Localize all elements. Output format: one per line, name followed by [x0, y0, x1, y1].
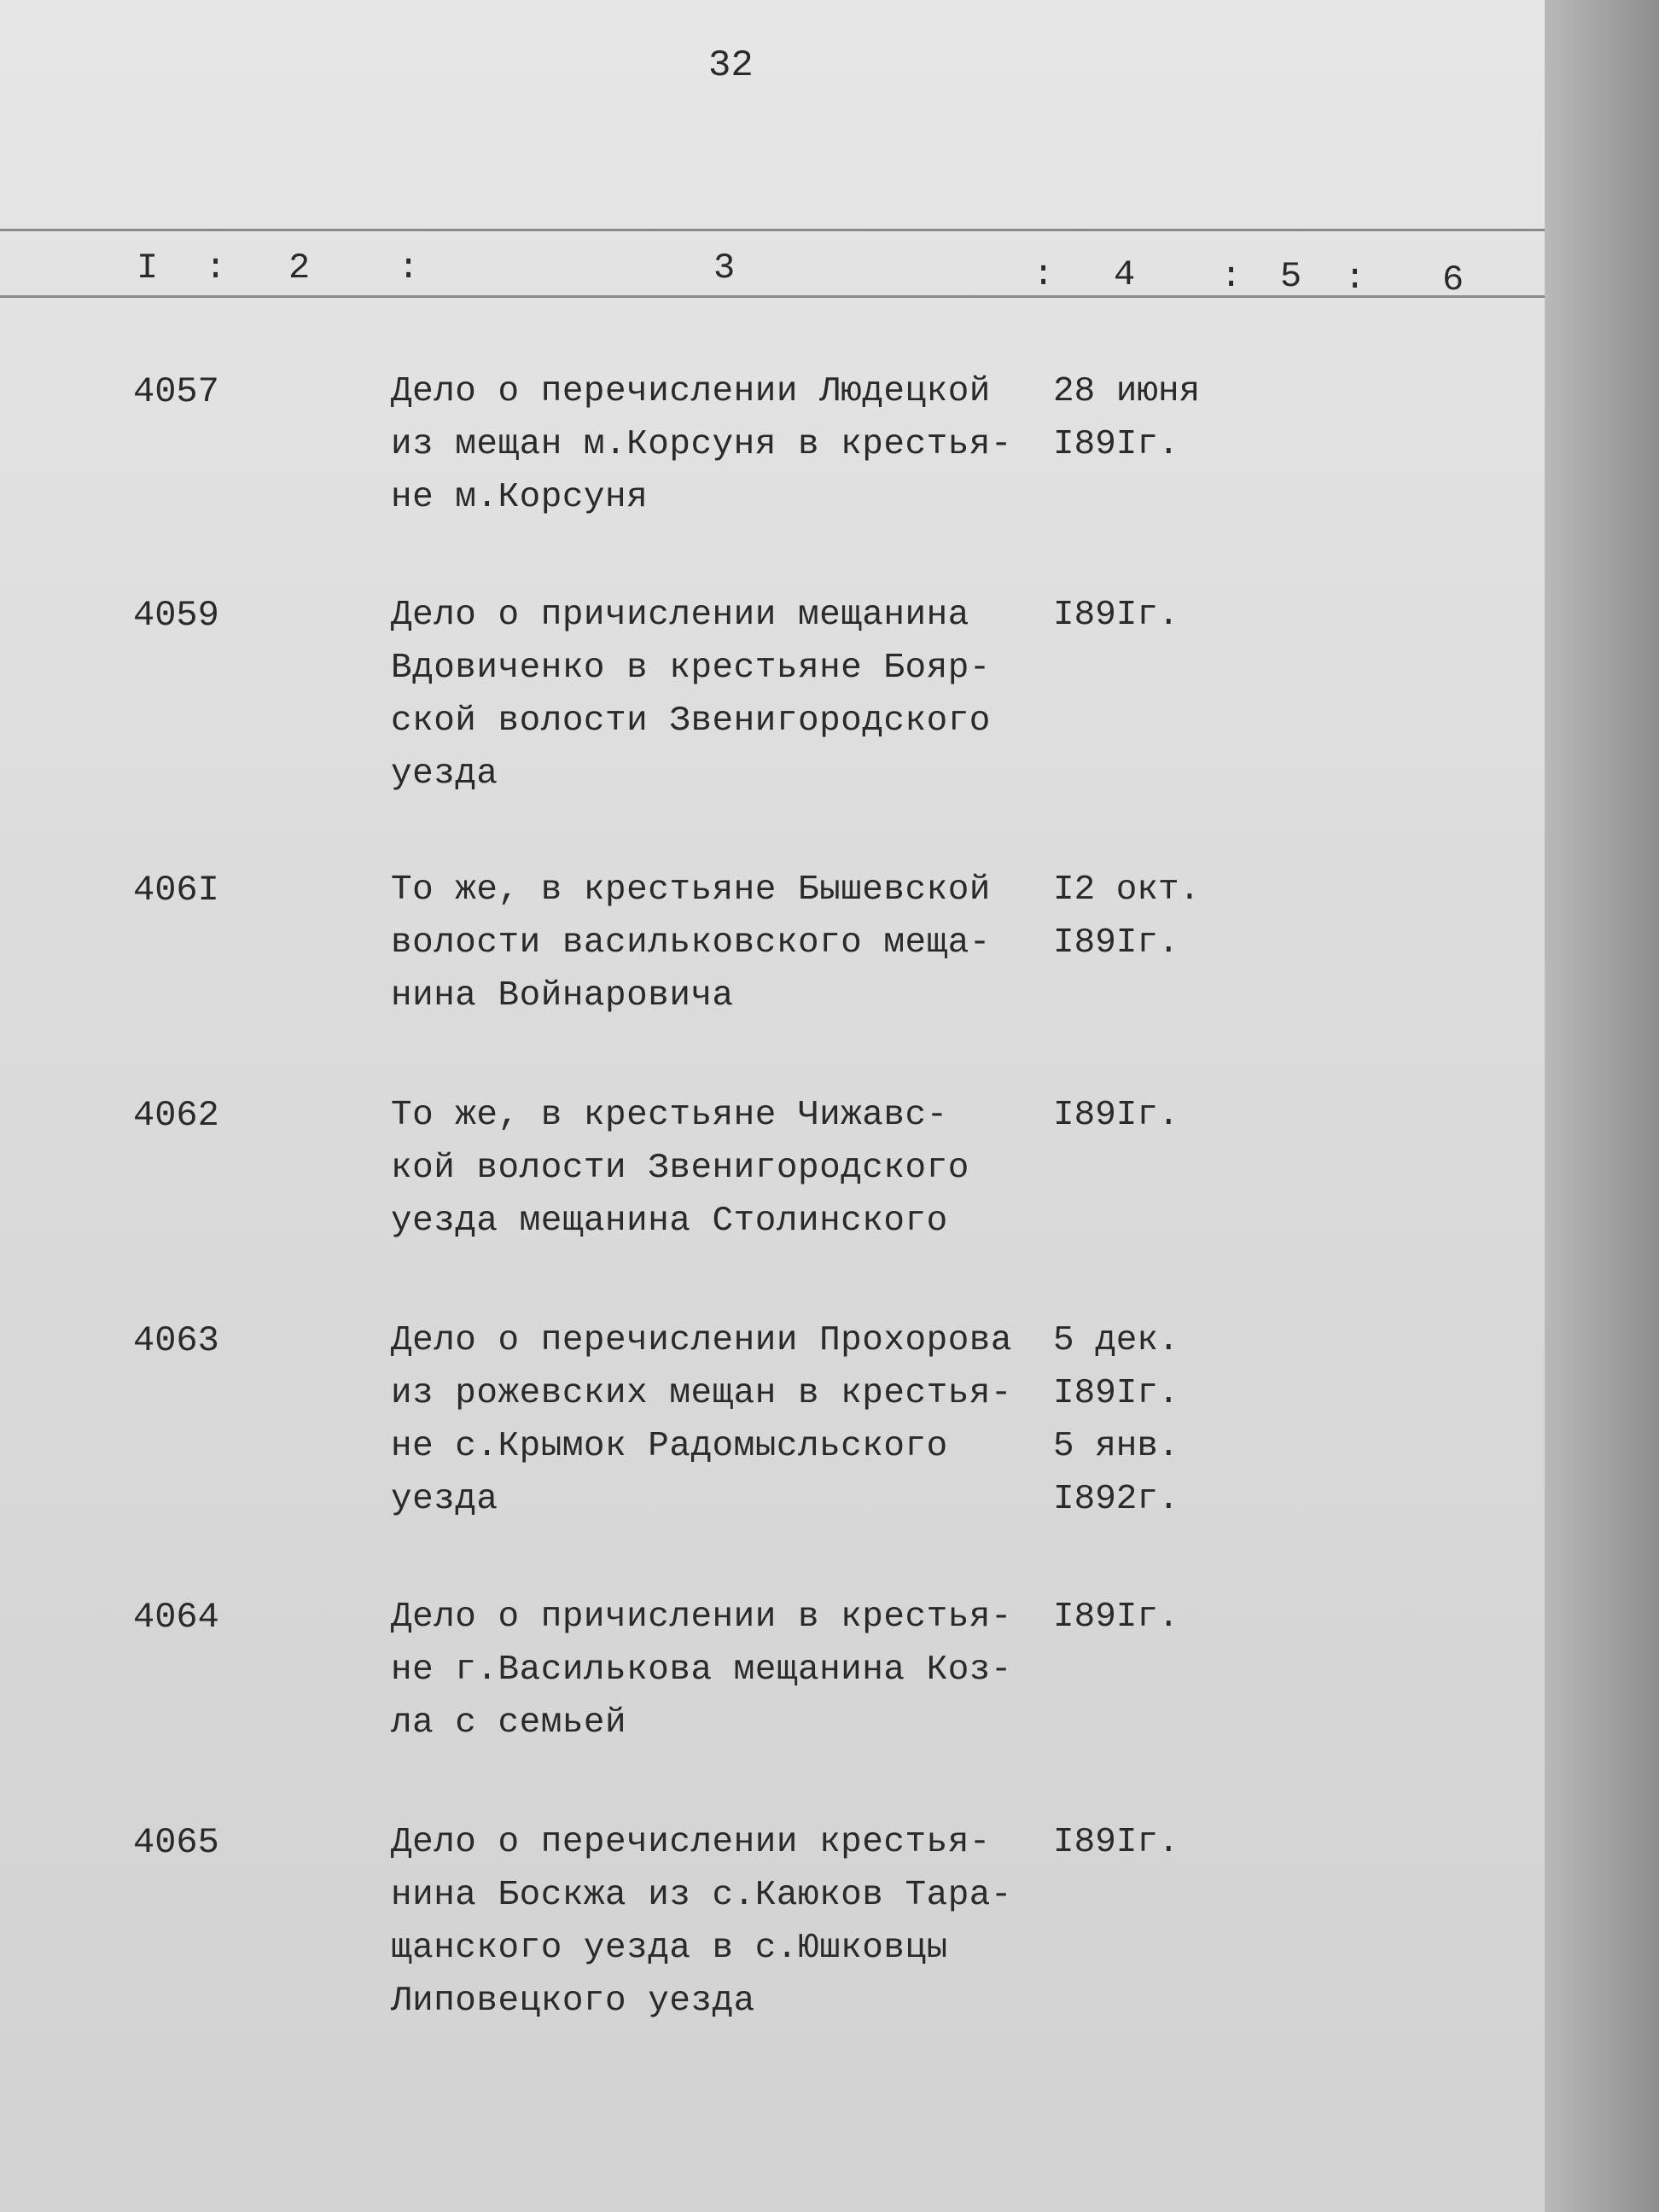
column-separator: : [1220, 256, 1243, 297]
description-line: То же, в крестьяне Бышевской [391, 870, 991, 910]
record-number: 4057 [133, 371, 219, 412]
description-line: нина Войнаровича [391, 976, 734, 1016]
record-description [391, 1591, 1012, 1749]
description-line: Дело о перечислении крестья- [391, 1823, 991, 1862]
date-line: 28 июня [1053, 372, 1201, 411]
record-description [391, 365, 1012, 524]
header-top-rule [0, 229, 1545, 231]
record-description [391, 864, 991, 1022]
description-line: ской волости Звенигородского [391, 701, 991, 741]
description-line: Дело о перечислении Прохорова [391, 1321, 1013, 1360]
description-line: уезда мещанина Столинского [391, 1202, 948, 1241]
description-line: не г.Василькова мещанина Коз- [391, 1650, 1013, 1690]
date-line: I89Iг. [1053, 1374, 1179, 1413]
date-line: I89Iг. [1053, 1598, 1179, 1637]
column-header-1: I [137, 247, 159, 288]
record-description [391, 1816, 1012, 2028]
date-line: I89Iг. [1053, 1096, 1179, 1135]
record-number: 4059 [133, 595, 219, 636]
description-line: Липовецкого уезда [391, 1982, 755, 2021]
record-description [391, 1089, 969, 1248]
date-line: I89Iг. [1053, 923, 1179, 963]
description-line: не м.Корсуня [391, 478, 649, 517]
record-date [1053, 365, 1200, 471]
description-line: из рожевских мещан в крестья- [391, 1374, 1013, 1413]
record-number: 4062 [133, 1095, 219, 1136]
record-date [1053, 1089, 1179, 1142]
column-separator: : [398, 247, 420, 288]
description-line: То же, в крестьяне Чижавс- [391, 1096, 948, 1135]
date-line: 5 янв. [1053, 1427, 1179, 1466]
header-bottom-rule [0, 295, 1545, 298]
description-line: Дело о перечислении Людецкой [391, 372, 991, 411]
record-description [391, 589, 991, 800]
description-line: Дело о причислении в крестья- [391, 1598, 1013, 1637]
description-line: нина Боскжа из с.Каюков Тара- [391, 1876, 1013, 1915]
date-line: I2 окт. [1053, 870, 1201, 910]
column-header-6: 6 [1442, 259, 1464, 300]
record-date [1053, 589, 1179, 642]
description-line: уезда [391, 754, 498, 794]
record-number: 406I [133, 870, 219, 911]
description-line: ла с семьей [391, 1703, 627, 1743]
record-description [391, 1314, 1012, 1526]
record-date [1053, 864, 1200, 969]
description-line: волости васильковского меща- [391, 923, 991, 963]
date-line: I89Iг. [1053, 425, 1179, 464]
date-line: I89Iг. [1053, 1823, 1179, 1862]
record-number: 4064 [133, 1597, 219, 1638]
description-line: Вдовиченко в крестьяне Бояр- [391, 649, 991, 688]
record-date [1053, 1314, 1179, 1526]
column-separator: : [1344, 258, 1366, 299]
date-line: 5 дек. [1053, 1321, 1179, 1360]
description-line: Дело о причислении мещанина [391, 596, 969, 635]
date-line: I89Iг. [1053, 596, 1179, 635]
column-header-5: 5 [1280, 256, 1302, 297]
page-edge-background [1545, 0, 1659, 2212]
record-date [1053, 1816, 1179, 1869]
column-header-3: 3 [713, 247, 736, 288]
record-number: 4065 [133, 1822, 219, 1863]
description-line: уезда [391, 1480, 498, 1519]
description-line: щанского уезда в с.Юшковцы [391, 1929, 948, 1968]
description-line: из мещан м.Корсуня в крестья- [391, 425, 1013, 464]
column-separator: : [1033, 254, 1055, 295]
description-line: кой волости Звенигородского [391, 1149, 969, 1188]
record-number: 4063 [133, 1320, 219, 1361]
column-separator: : [205, 247, 227, 288]
page-number: 32 [708, 44, 754, 87]
column-header-4: 4 [1114, 254, 1136, 295]
date-line: I892г. [1053, 1480, 1179, 1519]
description-line: не с.Крымок Радомысльского [391, 1427, 948, 1466]
column-header-2: 2 [288, 247, 311, 288]
record-date [1053, 1591, 1179, 1644]
